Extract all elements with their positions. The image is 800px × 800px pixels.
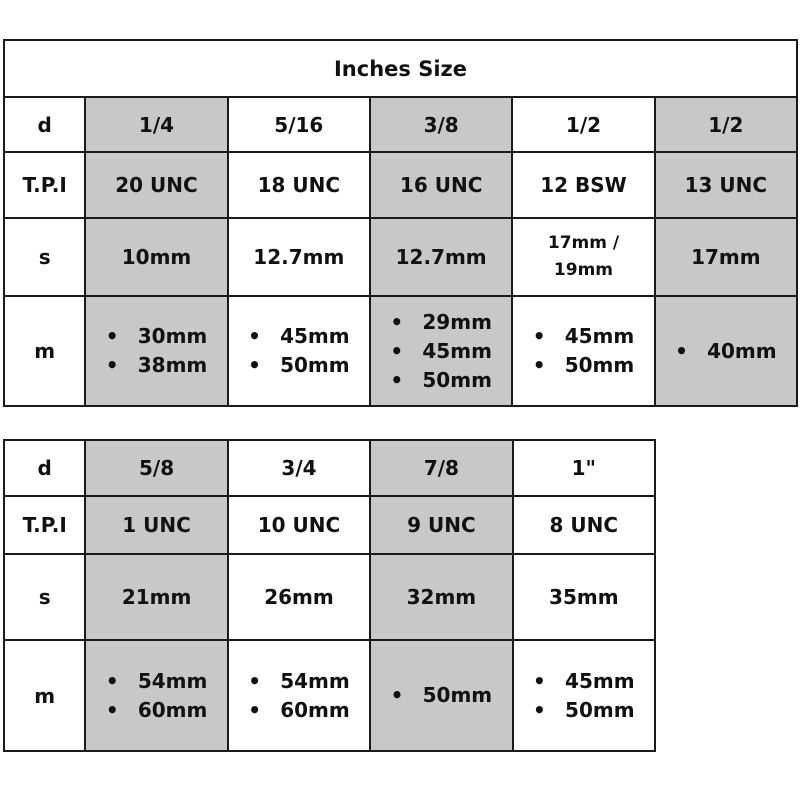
row-label-m: m xyxy=(4,296,85,406)
s-row xyxy=(4,554,655,640)
length-list xyxy=(533,322,635,380)
row-label-d: d xyxy=(4,97,85,152)
tpi-cell: 12 BSW xyxy=(512,152,654,218)
row-label-tpi: T.P.I xyxy=(4,496,85,554)
bullet-icon: • xyxy=(533,668,546,693)
d-cell: 1/4 xyxy=(85,97,227,152)
length-item: • 60mm xyxy=(248,696,350,725)
s-cell: 12.7mm xyxy=(228,218,370,296)
d-cell: 1/2 xyxy=(512,97,654,152)
s-cell-text: 17mm / 19mm xyxy=(547,233,620,280)
title-row xyxy=(4,40,797,97)
bullet-icon: • xyxy=(105,697,119,722)
s-cell xyxy=(512,218,654,296)
m-row xyxy=(4,296,797,406)
bullet-icon: • xyxy=(532,353,546,377)
m-cell xyxy=(228,296,370,406)
length-item: • 54mm xyxy=(248,667,350,696)
m-cell xyxy=(512,296,654,406)
s-row xyxy=(4,218,797,296)
inches-size-table-continued xyxy=(3,439,656,752)
tpi-cell: 13 UNC xyxy=(655,152,797,218)
m-cell xyxy=(655,296,797,406)
length-list xyxy=(390,308,492,395)
tpi-cell: 20 UNC xyxy=(85,152,227,218)
m-cell xyxy=(85,296,227,406)
m-cell xyxy=(228,640,370,751)
length-list xyxy=(675,337,777,366)
tpi-cell: 9 UNC xyxy=(370,496,512,554)
bullet-icon: • xyxy=(248,324,261,348)
row-label-tpi: T.P.I xyxy=(4,152,85,218)
bullet-icon: • xyxy=(390,309,404,334)
row-label-s: s xyxy=(4,554,85,640)
bullet-icon: • xyxy=(390,683,404,707)
length-list xyxy=(248,667,350,725)
s-cell: 32mm xyxy=(370,554,512,640)
length-item: • 29mm xyxy=(390,308,492,337)
tpi-cell: 1 UNC xyxy=(85,496,227,554)
length-item: • 54mm xyxy=(106,667,208,696)
bullet-icon: • xyxy=(105,668,119,693)
bullet-icon: • xyxy=(105,353,119,377)
tpi-row xyxy=(4,496,655,554)
m-cell xyxy=(370,640,512,751)
s-cell: 17mm xyxy=(655,218,797,296)
s-cell: 26mm xyxy=(228,554,370,640)
bullet-icon: • xyxy=(532,324,546,348)
length-item: • 30mm xyxy=(106,322,208,351)
length-list xyxy=(391,681,493,710)
length-item: • 45mm xyxy=(248,322,350,351)
bullet-icon: • xyxy=(533,697,546,722)
length-item: • 50mm xyxy=(391,681,493,710)
d-cell: 3/4 xyxy=(228,440,370,496)
length-item: • 45mm xyxy=(390,337,492,366)
length-item: • 45mm xyxy=(533,322,635,351)
length-item: • 60mm xyxy=(106,696,208,725)
row-label-s: s xyxy=(4,218,85,296)
tpi-row xyxy=(4,152,797,218)
length-item: • 40mm xyxy=(675,337,777,366)
s-cell: 21mm xyxy=(85,554,227,640)
inches-size-table xyxy=(3,39,798,407)
s-cell: 10mm xyxy=(85,218,227,296)
s-cell: 35mm xyxy=(513,554,655,640)
m-row xyxy=(4,640,655,751)
length-list xyxy=(248,322,350,380)
m-cell xyxy=(370,296,512,406)
length-item: • 45mm xyxy=(533,667,635,696)
table-title: Inches Size xyxy=(4,40,797,97)
d-cell: 1" xyxy=(513,440,655,496)
tpi-cell: 8 UNC xyxy=(513,496,655,554)
bullet-icon: • xyxy=(248,668,262,693)
length-item: • 38mm xyxy=(106,351,208,380)
length-list xyxy=(533,667,635,725)
tpi-cell: 10 UNC xyxy=(228,496,370,554)
tpi-cell: 16 UNC xyxy=(370,152,512,218)
bullet-icon: • xyxy=(248,353,261,377)
d-cell: 3/8 xyxy=(370,97,512,152)
bullet-icon: • xyxy=(390,367,404,392)
d-cell: 5/16 xyxy=(228,97,370,152)
bullet-icon: • xyxy=(675,338,688,363)
s-cell: 12.7mm xyxy=(370,218,512,296)
bullet-icon: • xyxy=(248,697,262,722)
m-cell xyxy=(513,640,655,751)
d-row xyxy=(4,440,655,496)
length-item: • 50mm xyxy=(533,351,635,380)
row-label-d: d xyxy=(4,440,85,496)
tpi-cell: 18 UNC xyxy=(228,152,370,218)
m-cell xyxy=(85,640,227,751)
d-cell: 7/8 xyxy=(370,440,512,496)
d-row xyxy=(4,97,797,152)
length-list xyxy=(106,322,208,380)
length-item: • 50mm xyxy=(533,696,635,725)
d-cell: 5/8 xyxy=(85,440,227,496)
length-item: • 50mm xyxy=(390,366,492,395)
bullet-icon: • xyxy=(390,338,404,363)
bullet-icon: • xyxy=(105,324,119,348)
row-label-m: m xyxy=(4,640,85,751)
d-cell: 1/2 xyxy=(655,97,797,152)
length-item: • 50mm xyxy=(248,351,350,380)
length-list xyxy=(106,667,208,725)
